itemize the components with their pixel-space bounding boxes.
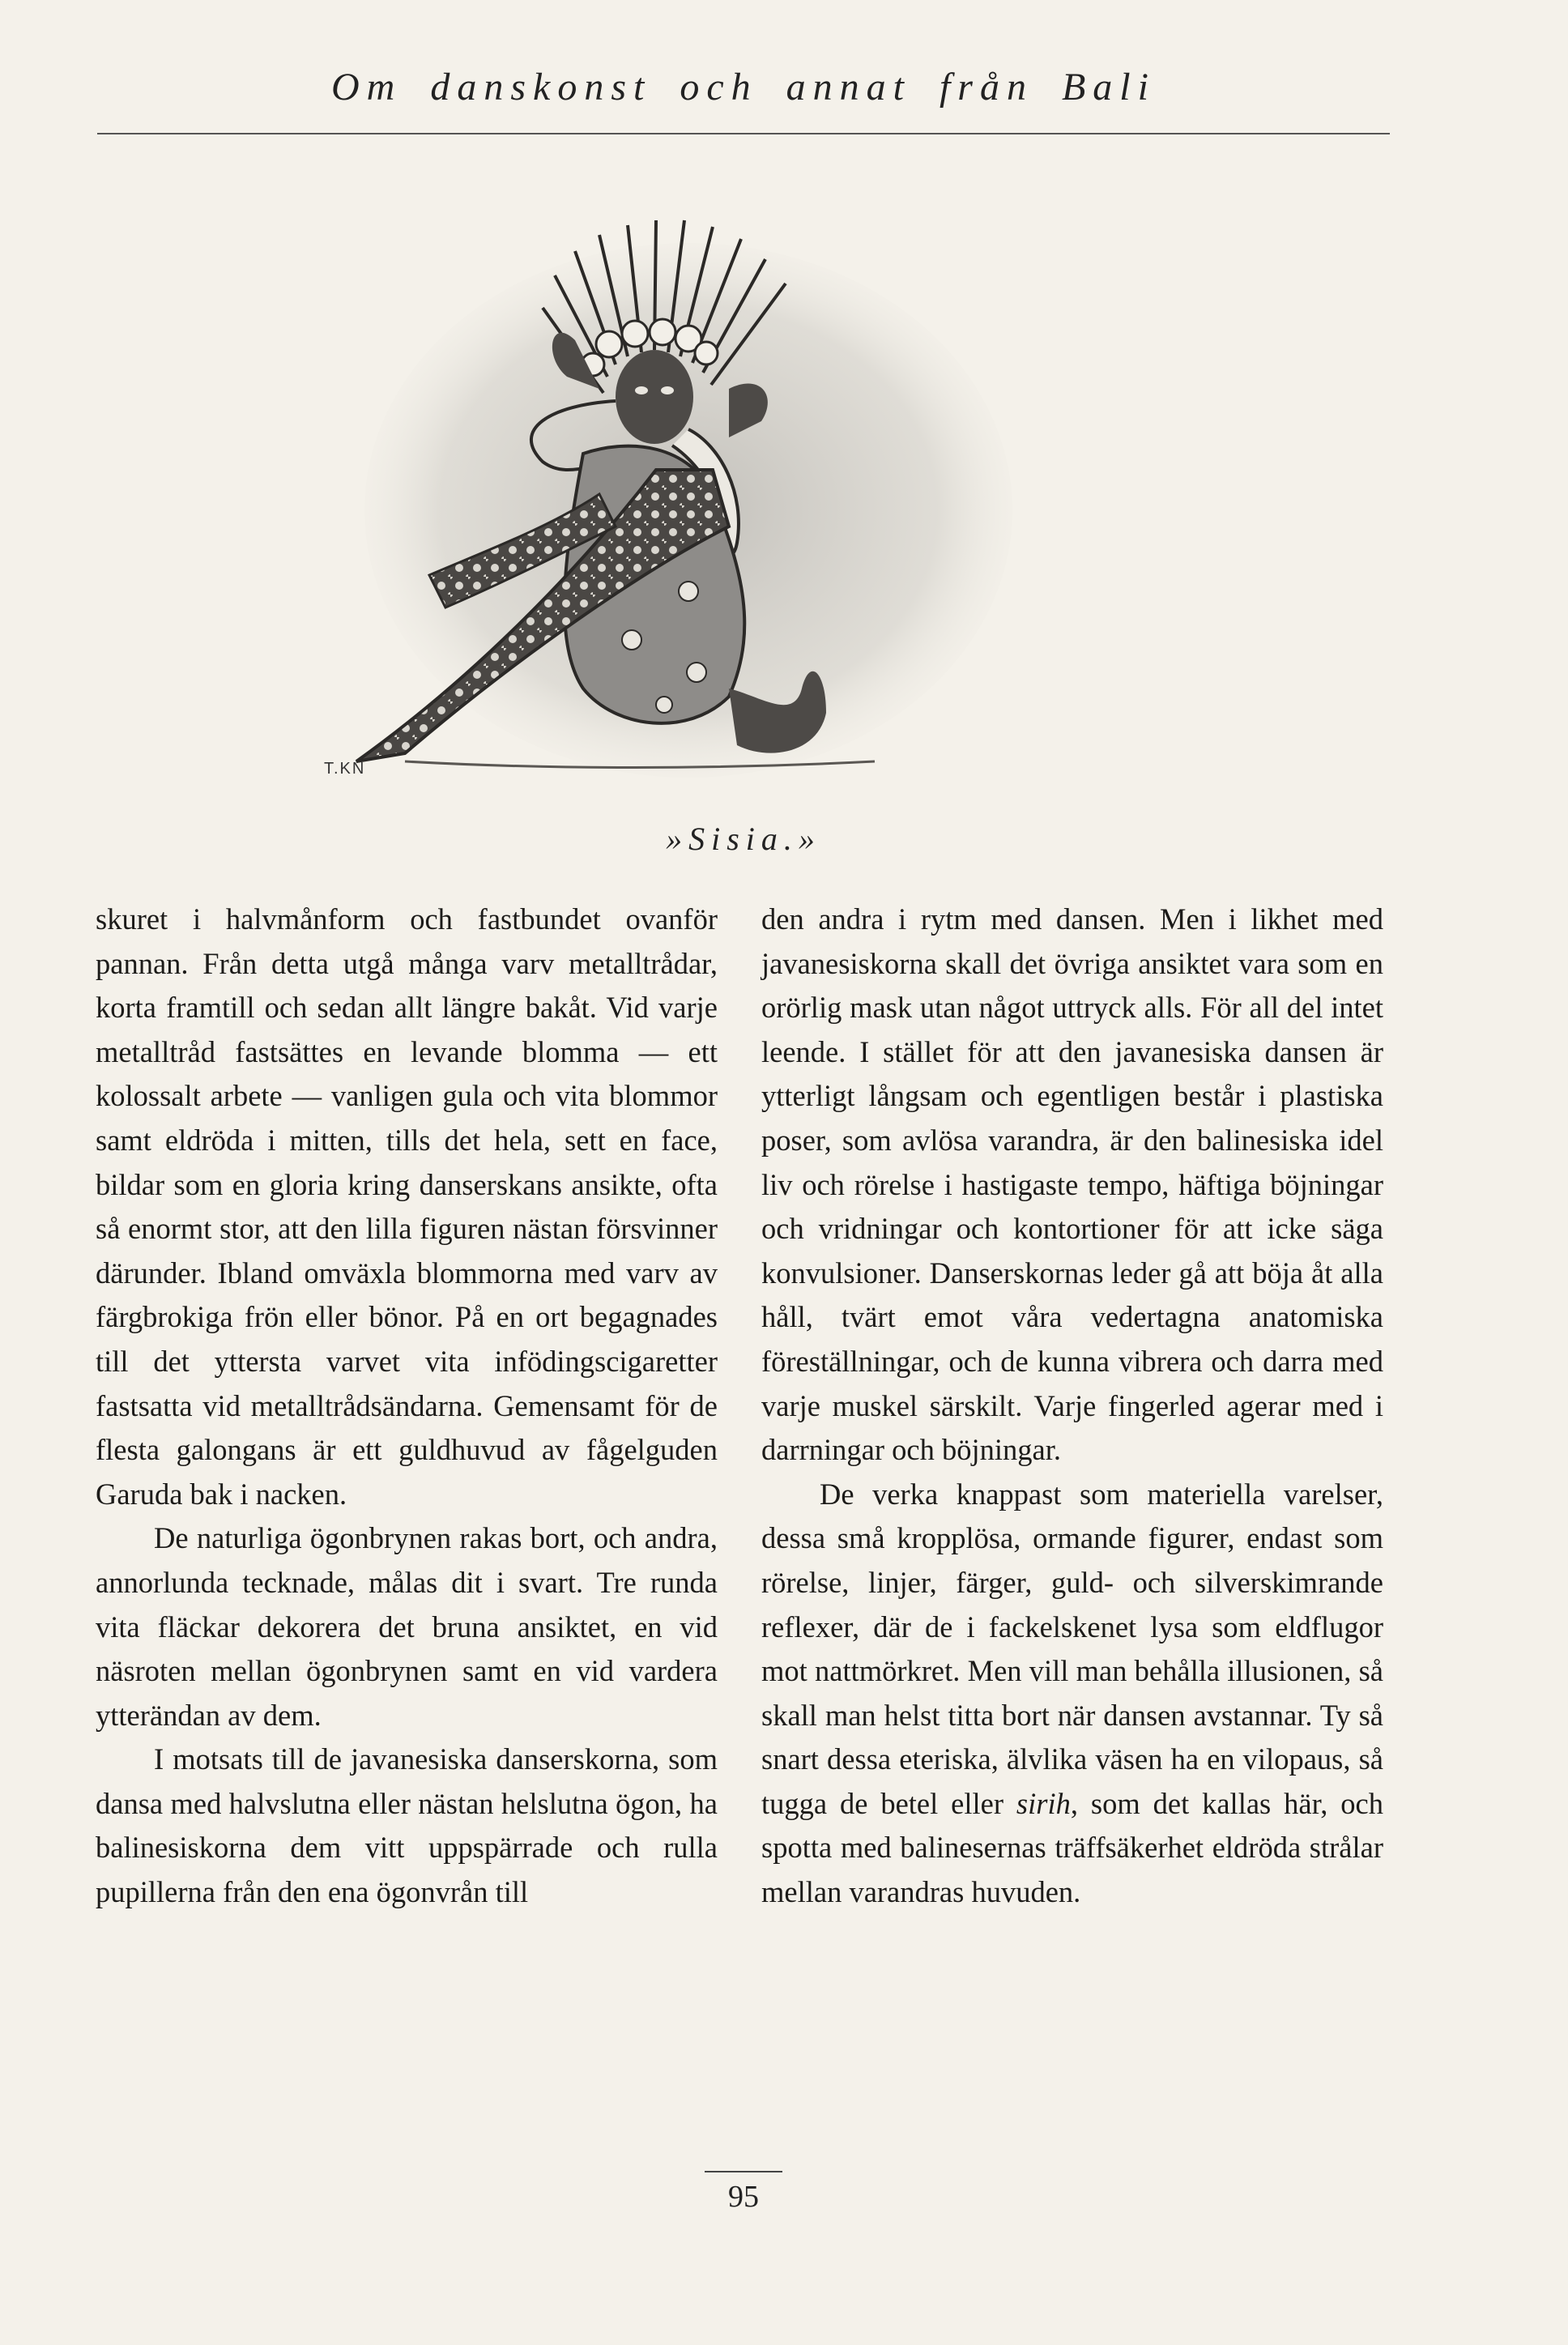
emphasized-term: sirih xyxy=(1016,1786,1071,1820)
right-paragraph-1: den andra i rytm med dansen. Men i likhet med javanesiskorna skall det övriga ansiktet vara som en orörlig mask utan något uttryck alls. För all del intet leende. I stället för att den javanesiska dansen är ytterligt långsam och egentligen består i plastiska poser, som avlösa varandra, är den balinesiska idel liv och rörelse i hastigaste tempo, häftiga böjningar och vridningar och kontortioner för att icke säga konvulsioner. Danserskornas leder gå att böja åt alla håll, tvärt emot våra vedertagna anatomiska föreställningar, och de kunna vibrera och darra med varje muskel särskilt. Varje fingerled agerar med i darrningar och böjningar. xyxy=(761,902,1383,1467)
left-text-column xyxy=(96,897,718,1915)
paragraph-text: De verka knappast som materiella varelser, dessa små kropplösa, ormande figurer, endast som rörelse, linjer, färger, guld- och silverskimrande reflexer, där de i fackelskenet lysa som eldflugor mot nattmörkret. Men vill man behålla illusionen, så skall man helst titta bort när dansen avstannar. Ty så snart dessa eteriska, älvlika väsen ha en vilopaus, så tugga de betel eller xyxy=(761,1477,1383,1820)
page-number: 95 xyxy=(728,2180,759,2214)
header-rule xyxy=(97,133,1390,134)
right-text-column xyxy=(761,897,1383,1915)
left-paragraph-2: De naturliga ögonbrynen rakas bort, och andra, annorlunda tecknade, målas dit i svart. Tre runda vita fläckar dekorera det bruna ansiktet, en vid näsroten mellan ögonbrynen samt en vid vardera ytterändan av dem. xyxy=(96,1521,718,1732)
running-head: Om danskonst och annat från Bali xyxy=(331,66,1156,109)
dancer-illustration xyxy=(308,203,1101,810)
page-number-rule xyxy=(705,2171,782,2172)
paragraph-text-end: , som det kallas här, och spotta med balinesernas träffsäkerhet eldröda strålar mellan varandras huvuden. xyxy=(761,1786,1384,1909)
left-paragraph-3: I motsats till de javanesiska danserskorna, som dansa med halvslutna eller nästan helslutna ögon, ha balinesiskorna dem vitt uppspärrade och rulla pupillerna från den ena ögonvrån till xyxy=(96,1742,718,1909)
illustration-caption: »Sisia.» xyxy=(666,821,821,857)
right-paragraph-2 xyxy=(761,1473,1383,1915)
left-paragraph-1: skuret i halvmånform och fastbundet ovanför pannan. Från detta utgå många varv metalltrådar, korta framtill och sedan allt längre bakåt. Vid varje metalltråd fastsättes en levande blomma — ett kolossalt arbete — vanligen gula och vita blommor samt eldröda i mitten, tills det hela, sett en face, bildar som en gloria kring danserskans ansikte, ofta så enormt stor, att den lilla figuren nästan försvinner därunder. Ibland omväxla blommorna med varv av färgbrokiga frön eller bönor. På en ort begagnades till det yttersta varvet vita infödingscigaretter fastsatta vid metalltrådsändarna. Gemensamt för de flesta galongans är ett guldhuvud av fågelguden Garuda bak i nacken. xyxy=(96,902,718,1511)
artist-signature: T.KN xyxy=(324,760,366,778)
